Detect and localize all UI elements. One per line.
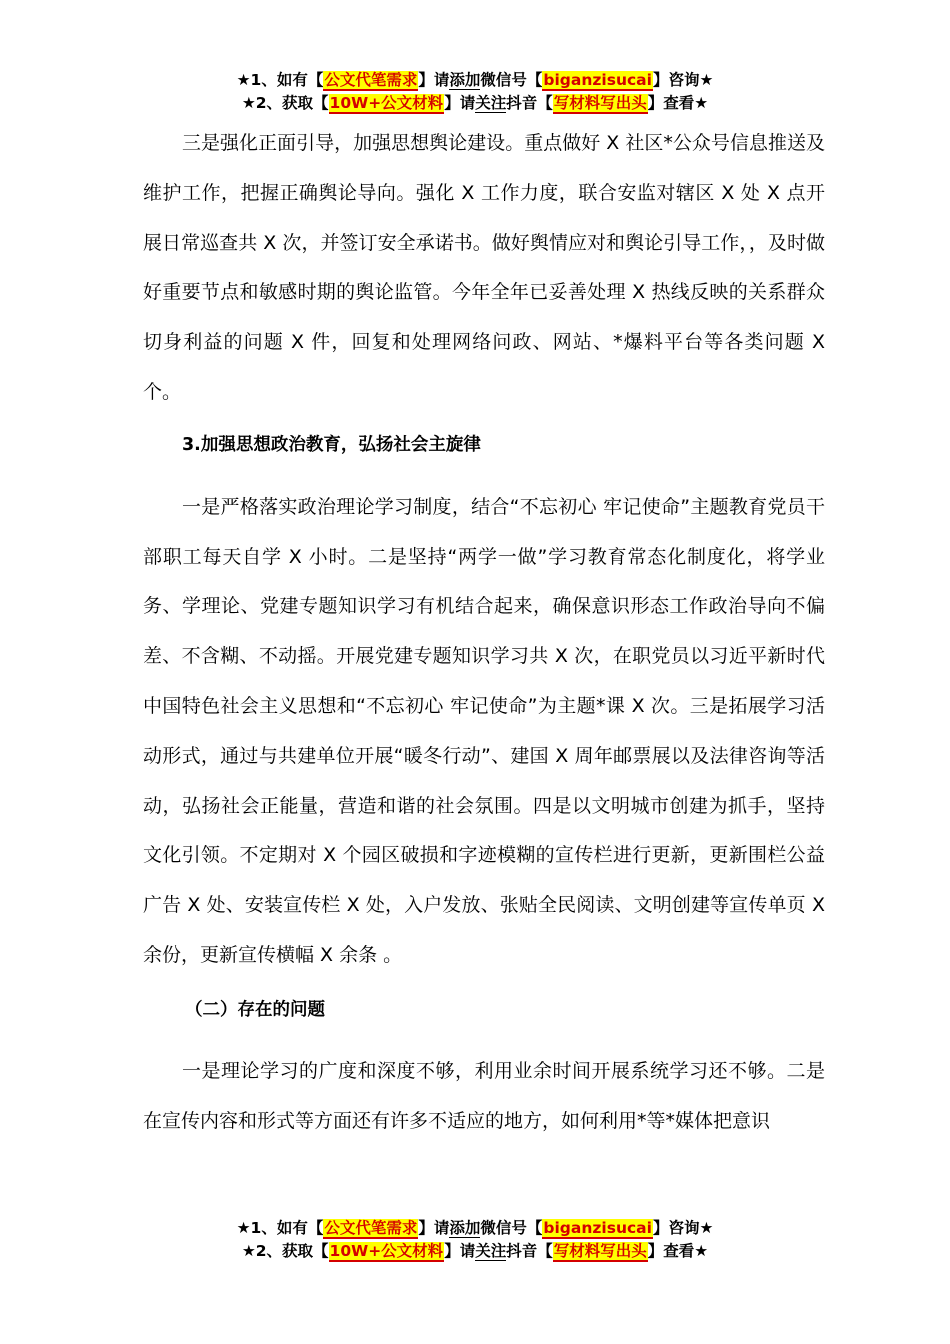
header-banner xyxy=(0,69,950,115)
banner-text: 】请 xyxy=(444,1242,476,1260)
banner-text: 】请 xyxy=(418,1219,450,1237)
banner-text: ★1、如有【 xyxy=(236,71,324,89)
banner-line-1 xyxy=(0,1217,950,1240)
paragraph: 一是严格落实政治理论学习制度，结合“不忘初心 牢记使命”主题教育党员干部职工每天自学 X 小时。二是坚持“两学一做”学习教育常态化制度化，将学业务、学理论、党建专题知识学习有机结合起来，确保意识形态工作政治导向不偏差、不含糊、不动摇。开展党建专题知识学习共 X 次，在职党员以习近平新时代中国特色社会主义思想和“不忘初心 牢记使命”为主题*课 X 次。三是拓展学习活动形式，通过与共建单位开展“暖冬行动”、建国 X 周年邮票展以及法律咨询等活动，弘扬社会正能量，营造和谐的社会氛围。四是以文明城市创建为抓手，坚持文化引领。不定期对 X 个园区破损和字迹模糊的宣传栏进行更新，更新围栏公益广告 X 处、安装宣传栏 X 处，入户发放、张贴全民阅读、文明创建等宣传单页 X 余份，更新宣传横幅 X 余条 。 xyxy=(143,495,825,966)
section-heading: （二）存在的问题 xyxy=(185,999,325,1020)
banner-text: 抖音【 xyxy=(506,1242,553,1260)
section-heading: 3.加强思想政治教育，弘扬社会主旋律 xyxy=(182,434,481,455)
banner-highlight: 10W+公文材料 xyxy=(329,94,444,112)
banner-text: 】查看★ xyxy=(647,1242,709,1260)
banner-text: 微信号【 xyxy=(480,71,543,89)
banner-underline: 关注 xyxy=(475,94,507,112)
banner-highlight: 公文代笔需求 xyxy=(324,71,418,89)
banner-highlight: biganzisucai xyxy=(543,71,652,89)
document-body xyxy=(143,119,825,1146)
banner-text: 】咨询★ xyxy=(652,71,714,89)
banner-line-2 xyxy=(0,92,950,115)
banner-text: 】咨询★ xyxy=(652,1219,714,1237)
banner-text: 微信号【 xyxy=(480,1219,543,1237)
banner-highlight: biganzisucai xyxy=(543,1219,652,1237)
banner-line-2 xyxy=(0,1240,950,1263)
banner-underline: 添加 xyxy=(449,1219,481,1237)
paragraph: 一是理论学习的广度和深度不够，利用业余时间开展系统学习还不够。二是在宣传内容和形式等方面还有许多不适应的地方，如何利用*等*媒体把意识 xyxy=(143,1059,825,1132)
banner-highlight: 写材料写出头 xyxy=(553,94,647,112)
banner-underline: 关注 xyxy=(475,1242,507,1260)
banner-text: ★2、获取【 xyxy=(241,1242,329,1260)
banner-text: 】请 xyxy=(418,71,450,89)
banner-text: 抖音【 xyxy=(506,94,553,112)
banner-line-1 xyxy=(0,69,950,92)
banner-text: ★2、获取【 xyxy=(241,94,329,112)
footer-banner xyxy=(0,1217,950,1263)
banner-text: 】查看★ xyxy=(647,94,709,112)
paragraph: 三是强化正面引导，加强思想舆论建设。重点做好 X 社区*公众号信息推送及维护工作，把握正确舆论导向。强化 X 工作力度，联合安监对辖区 X 处 X 点开展日常巡查共 X 次，并签订安全承诺书。做好舆情应对和舆论引导工作，，及时做好重要节点和敏感时期的舆论监管。今年全年已妥善处理 X 热线反映的关系群众切身利益的问题 X 件，回复和处理网络问政、网站、*爆料平台等各类问题 X 个。 xyxy=(143,132,825,403)
banner-underline: 添加 xyxy=(449,71,481,89)
banner-highlight: 写材料写出头 xyxy=(553,1242,647,1260)
banner-text: ★1、如有【 xyxy=(236,1219,324,1237)
banner-highlight: 10W+公文材料 xyxy=(329,1242,444,1260)
banner-text: 】请 xyxy=(444,94,476,112)
banner-highlight: 公文代笔需求 xyxy=(324,1219,418,1237)
